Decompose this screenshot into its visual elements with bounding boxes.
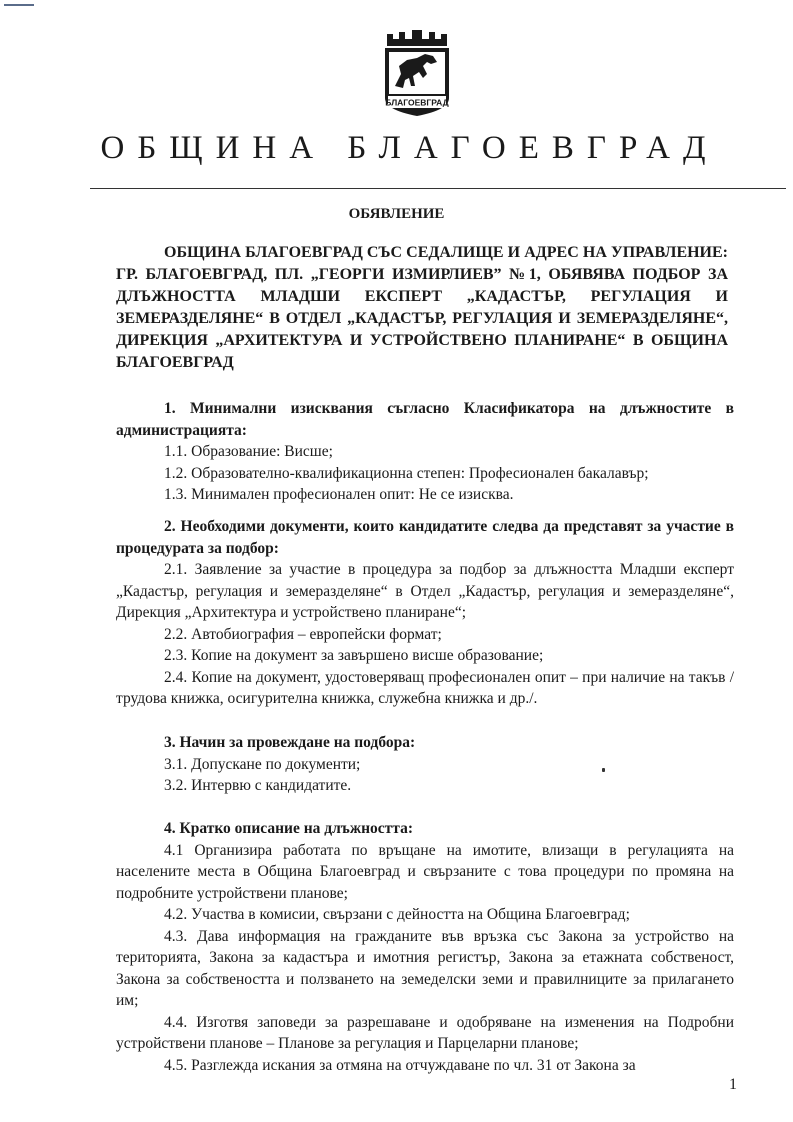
crest-icon (377, 28, 457, 118)
scan-mark (4, 4, 34, 6)
section-title: 4. Кратко описание на длъжността: (164, 820, 413, 837)
section-item: 2.3. Копие на документ за завършено висше образование; (164, 647, 544, 664)
announcement-intro: ОБЩИНА БЛАГОЕВГРАД СЪС СЕДАЛИЩЕ И АДРЕС НА УПРАВЛЕНИЕ: ГР. БЛАГОЕВГРАД, ПЛ. „ГЕОРГИ ИЗМИРЛИЕВ” №1, ОБЯВЯВА ПОДБОР ЗА ДЛЪЖНОСТТА МЛАДШИ ЕКСПЕРТ „КАДАСТЪР, РЕГУЛАЦИЯ И ЗЕМЕРАЗДЕЛЯНЕ“ В ОТДЕЛ „КАДАСТЪР, РЕГУЛАЦИЯ И ЗЕМЕРАЗДЕЛЯНЕ“, ДИРЕКЦИЯ „АРХИТЕКТУРА И УСТРОЙСТВЕНО ПЛАНИРАНЕ“ В ОБЩИНА БЛАГОЕВГРАД (116, 244, 728, 371)
section-item: 3.2. Интервю с кандидатите. (164, 777, 352, 794)
section-item: 4.2. Участва в комисии, свързани с дейността на Община Благоевград; (164, 906, 630, 923)
section-item: 4.1 Организира работата по връщане на имотите, влизащи в регулацията на населените места в Община Благоевград и свързаните с това процедури по промяна на подробните устройствени планове; (116, 841, 734, 902)
crest-label: БЛАГОЕВГРАД (385, 97, 449, 108)
header-divider (90, 188, 786, 189)
section-item: 1.2. Образователно-квалификационна степен: Професионален бакалавър; (164, 464, 649, 482)
document-heading: ОБЯВЛЕНИЕ (348, 206, 445, 222)
section-4 (116, 818, 734, 1076)
section-item: 4.3. Дава информация на гражданите във връзка със Закона за устройство на територията, Закона за кадастъра и имотния регистър, Закона за етажната собственост, Закона за собствеността и ползването на земеделски земи и правилниците за прилагането им; (116, 927, 734, 1009)
section-title: 3. Начин за провеждане на подбора: (164, 734, 416, 751)
section-1 (116, 398, 734, 506)
scan-speck (602, 768, 605, 772)
section-item: 4.5. Разглежда искания за отмяна на отчуждаване по чл. 31 от Закона за (164, 1056, 636, 1074)
section-item: 1.3. Минимален професионален опит: Не се изисква. (164, 486, 514, 503)
section-item: 3.1. Допускане по документи; (164, 755, 361, 773)
section-item: 2.4. Копие на документ, удостоверяващ професионален опит – при наличие на такъв /трудова книжка, осигурителна книжка, служебна книжка и др./. (116, 668, 734, 707)
section-2 (116, 516, 734, 710)
section-item: 2.1. Заявление за участие в процедура за подбор за длъжността Младши експерт „Кадастър, регулация и земеразделяне“ в Отдел „Кадастър, регулация и земеразделяне“, Дирекция „Архитектура и устройствено планиране“; (116, 561, 734, 621)
section-item: 4.4. Изготвя заповеди за разрешаване и одобряване на изменения на Подробни устройствени планове – Планове за регулация и Парцеларни планове; (116, 1013, 734, 1052)
section-title: 1. Минимални изисквания съгласно Класификатора на длъжностите в администрацията: (116, 400, 734, 439)
page-number: 1 (729, 1076, 737, 1093)
section-item: 2.2. Автобиография – европейски формат; (164, 625, 442, 643)
section-title: 2. Необходими документи, които кандидатите следва да представят за участие в процедурата за подбор: (116, 518, 734, 557)
municipality-crest (377, 28, 457, 118)
municipality-title: ОБЩИНА БЛАГОЕВГРАД (100, 130, 719, 166)
section-3 (116, 732, 734, 797)
section-item: 1.1. Образование: Висше; (164, 443, 333, 460)
